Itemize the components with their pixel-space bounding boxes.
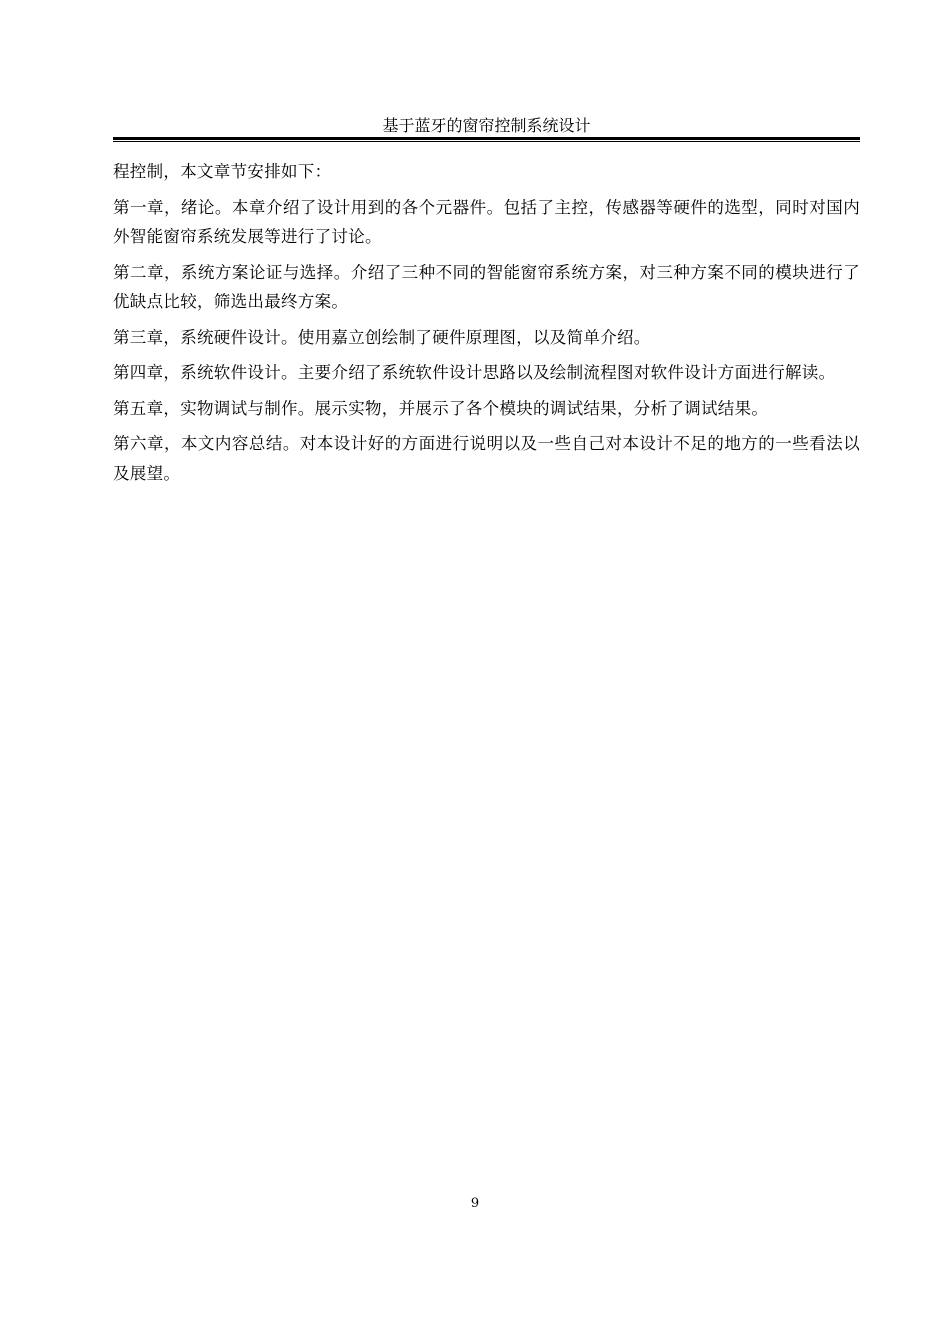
paragraph-intro: 程控制，本文章节安排如下：: [113, 162, 332, 181]
paragraph-chapter-3: 第三章，系统硬件设计。使用嘉立创绘制了硬件原理图，以及简单介绍。: [113, 327, 651, 347]
body-text: [113, 157, 860, 494]
paragraph-chapter-4: 第四章，系统软件设计。主要介绍了系统软件设计思路以及绘制流程图对软件设计方面进行解读。: [113, 363, 836, 382]
page-number: 9: [470, 1196, 480, 1211]
page-header-title: 基于蓝牙的窗帘控制系统设计: [382, 116, 591, 135]
paragraph-chapter-5: 第五章，实物调试与制作。展示实物，并展示了各个模块的调试结果，分析了调试结果。: [113, 398, 769, 418]
paragraph-chapter-1: 第一章，绪论。本章介绍了设计用到的各个元器件。包括了主控，传感器等硬件的选型，同时对国内外智能窗帘系统发展等进行了讨论。: [113, 197, 860, 246]
header-rule-thin: [113, 141, 860, 142]
paragraph-chapter-6: 第六章，本文内容总结。对本设计好的方面进行说明以及一些自己对本设计不足的地方的一些看法以及展望。: [113, 434, 860, 483]
header-rule-thick: [113, 137, 860, 140]
paragraph-chapter-2: 第二章，系统方案论证与选择。介绍了三种不同的智能窗帘系统方案，对三种方案不同的模块进行了优缺点比较，筛选出最终方案。: [113, 262, 860, 311]
